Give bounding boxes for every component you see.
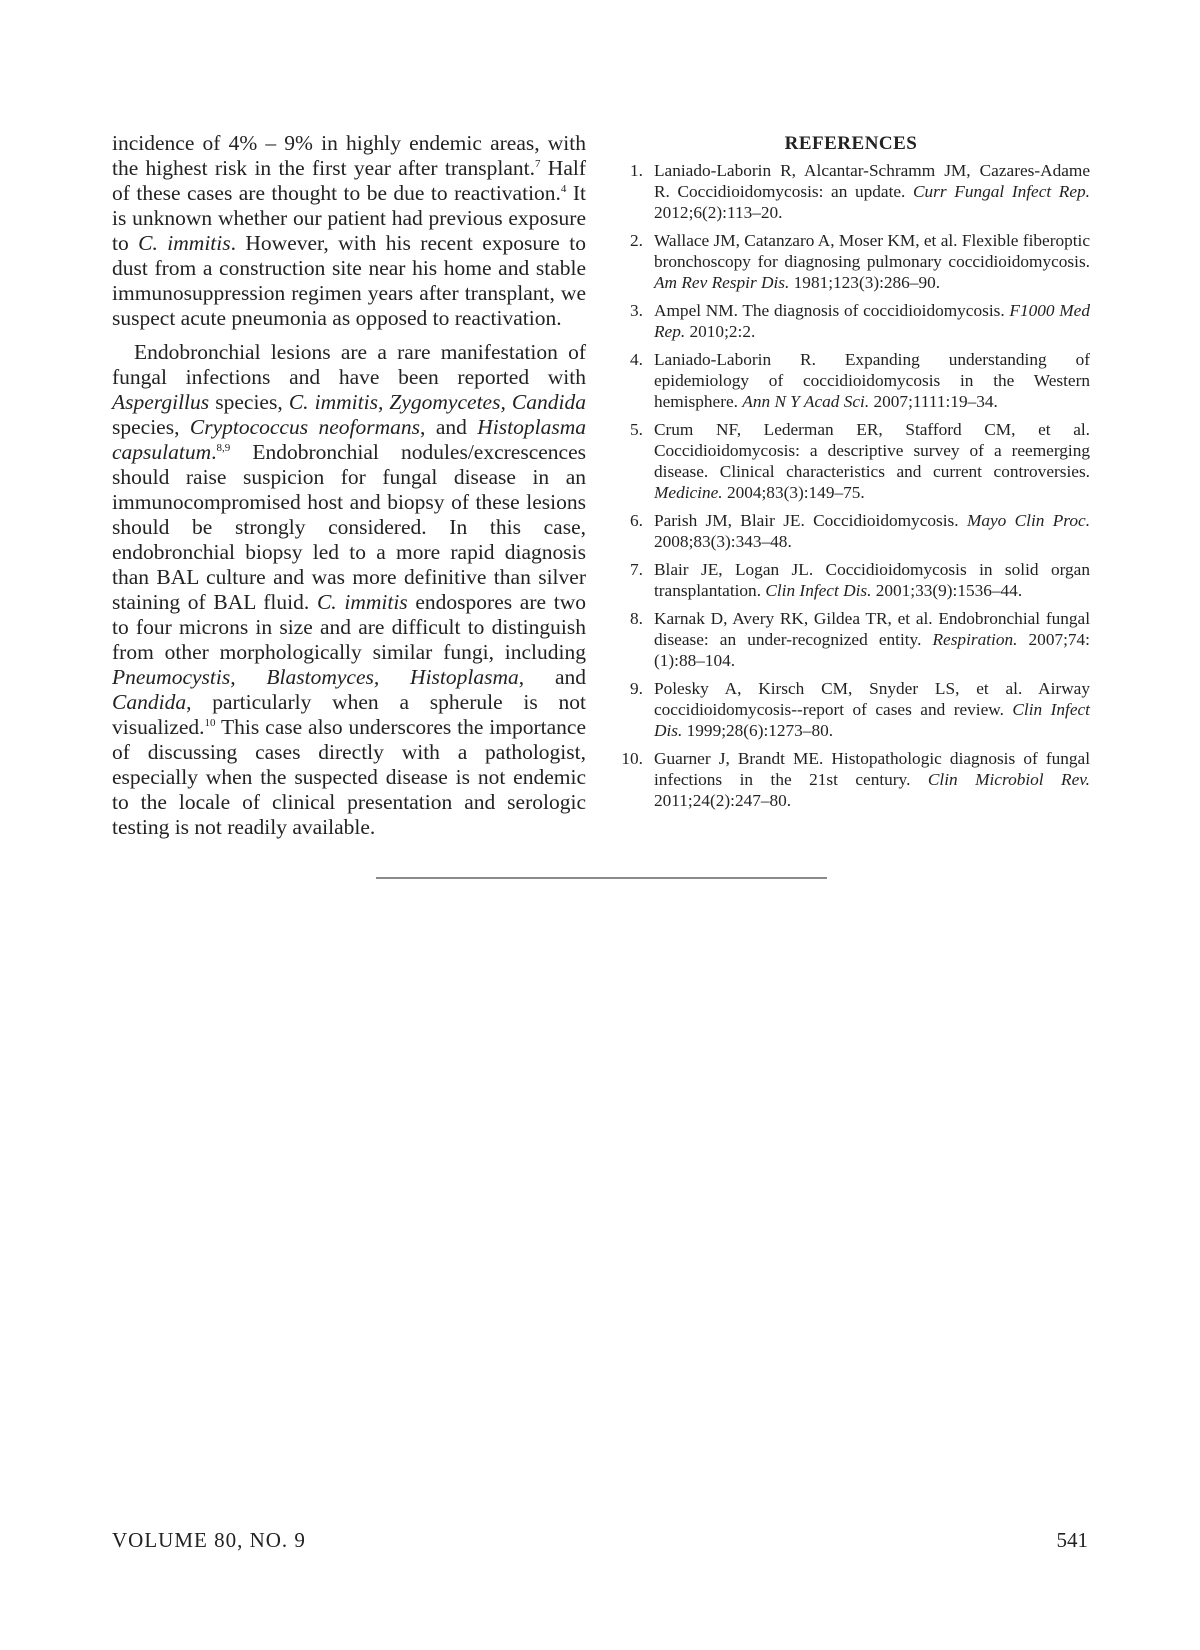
references-list [612,160,1090,811]
text-run: species, [209,390,289,414]
italic-text: Ann N Y Acad Sci. [742,392,870,411]
reference-item [612,748,1090,811]
text-run: Karnak D, Avery RK, Gildea TR, et al. Endobronchial fungal disease: an under-recognized entity. [654,609,1090,649]
text-run: Polesky A, Kirsch CM, Snyder LS, et al. Airway coccidioidomycosis--report of cases and review. [654,679,1090,719]
italic-text: Respiration. [932,630,1018,649]
text-run: 2012;6(2):113–20. [654,203,783,222]
text-run: 1999;28(6):1273–80. [682,721,834,740]
reference-number: 10. [621,749,643,768]
references-section [612,133,1090,818]
italic-text: Candida [112,690,187,714]
text-run: Parish JM, Blair JE. Coccidioidomycosis. [654,511,967,530]
text-run: Wallace JM, Catanzaro A, Moser KM, et al. Flexible fiberoptic bronchoscopy for diagnosing pulmonary coccidioidomycosis. [654,231,1090,271]
reference-number: 3. [630,301,643,320]
text-run: 2011;24(2):247–80. [654,791,792,810]
text-run: 2007;74:(1):88–104. [654,630,1090,670]
text-run: 2007;1111:19–34. [869,392,998,411]
reference-number: 5. [630,420,643,439]
text-run: , particularly when a spherule is not visualized. [112,690,586,739]
journal-volume: VOLUME 80, NO. 9 [112,1528,306,1552]
reference-text [654,419,1090,503]
text-run: This case also underscores the importance of discussing cases directly with a pathologist, especially when the suspected disease is not endemic to the locale of clinical presentation and serologic testing is not readily available. [112,715,586,839]
text-run: . [211,440,217,464]
text-run: Guarner J, Brandt ME. Histopathologic diagnosis of fungal infections in the 21st century. [654,749,1090,789]
reference-number: 6. [630,511,643,530]
text-run: Laniado-Laborin R. Expanding understanding of epidemiology of coccidioidomycosis in the Western hemisphere. [654,350,1090,411]
text-run: endospores are two to four microns in size and are difficult to distinguish from other morphologically similar fungi, including [112,590,586,664]
section-divider [376,877,827,879]
reference-text [654,300,1090,342]
italic-text: Histoplasma capsulatum [112,415,586,464]
reference-item [612,230,1090,293]
italic-text: C. immitis [316,590,408,614]
citation-superscript: 4 [560,183,567,195]
text-run: . However, with his recent exposure to dust from a construction site near his home and stable immunosuppression regimen years after transplant, we suspect acute pneumonia as opposed to reactivation. [112,231,586,330]
italic-text: Clin Microbiol Rev. [927,770,1090,789]
reference-text [654,160,1090,223]
italic-text: Cryptococcus neoformans [189,415,421,439]
text-run: Laniado-Laborin R, Alcantar-Schramm JM, Cazares-Adame R. Coccidioidomycosis: an update. [654,161,1090,201]
text-run: species, [112,415,190,439]
text-run: 1981;123(3):286–90. [789,273,941,292]
reference-item [612,349,1090,412]
citation-superscript: 7 [535,158,541,170]
reference-number: 4. [630,350,643,369]
text-run: 2004;83(3):149–75. [722,483,865,502]
citation-superscript: 8,9 [216,442,231,454]
italic-text: Mayo Clin Proc. [966,511,1091,530]
text-run: Endobronchial nodules/excrescences should raise suspicion for fungal disease in an immunocompromised host and biopsy of these lesions should be strongly considered. In this case, endobronchial biopsy led to a more rapid diagnosis than BAL culture and was more definitive than silver staining of BAL fluid. [112,440,586,614]
text-run: Half of these cases are thought to be due to reactivation. [112,156,586,205]
reference-number: 1. [630,161,643,180]
reference-item [612,510,1090,552]
italic-text: C. immitis [138,231,231,255]
reference-text [654,559,1090,601]
italic-text: F1000 Med Rep. [654,301,1090,341]
body-paragraph [112,340,586,840]
reference-item [612,559,1090,601]
italic-text: Pneumocystis, Blastomyces, Histoplasma [112,665,519,689]
reference-item [612,160,1090,223]
italic-text: Clin Infect Dis. [765,581,872,600]
reference-item [612,678,1090,741]
reference-number: 7. [630,560,643,579]
text-run: Blair JE, Logan JL. Coccidioidomycosis in solid organ transplantation. [654,560,1090,600]
text-run: Endobronchial lesions are a rare manifestation of fungal infections and have been reported with [112,340,586,389]
reference-text [654,748,1090,811]
text-run: 2010;2:2. [685,322,756,341]
reference-text [654,510,1090,552]
text-run: incidence of 4% – 9% in highly endemic areas, with the highest risk in the first year after transplant. [112,131,586,180]
italic-text: Medicine. [654,483,723,502]
reference-text [654,230,1090,293]
italic-text: Aspergillus [112,390,210,414]
text-run: It is unknown whether our patient had previous exposure to [112,181,586,255]
reference-item [612,300,1090,342]
italic-text: Clin Infect Dis. [654,700,1090,740]
reference-text [654,678,1090,741]
reference-text [654,349,1090,412]
page-number: 541 [1056,1528,1088,1552]
text-run: , and [420,415,478,439]
italic-text: Am Rev Respir Dis. [654,273,790,292]
text-run: , and [518,665,586,689]
references-heading: REFERENCES [784,133,918,154]
reference-item [612,419,1090,503]
text-run: Ampel NM. The diagnosis of coccidioidomycosis. [654,301,1010,320]
reference-item [612,608,1090,671]
body-paragraph [112,131,586,331]
reference-number: 2. [630,231,643,250]
italic-text: Curr Fungal Infect Rep. [913,182,1090,201]
reference-number: 8. [630,609,643,628]
reference-text [654,608,1090,671]
text-run: 2001;33(9):1536–44. [871,581,1023,600]
text-run: 2008;83(3):343–48. [654,532,792,551]
citation-superscript: 10 [204,717,216,729]
text-run: Crum NF, Lederman ER, Stafford CM, et al. Coccidioidomycosis: a descriptive survey of a reemerging disease. Clinical characteristics and current controversies. [654,420,1090,481]
reference-number: 9. [630,679,643,698]
italic-text: C. immitis, Zygomycetes, Candida [288,390,586,414]
body-text-column [112,131,586,840]
